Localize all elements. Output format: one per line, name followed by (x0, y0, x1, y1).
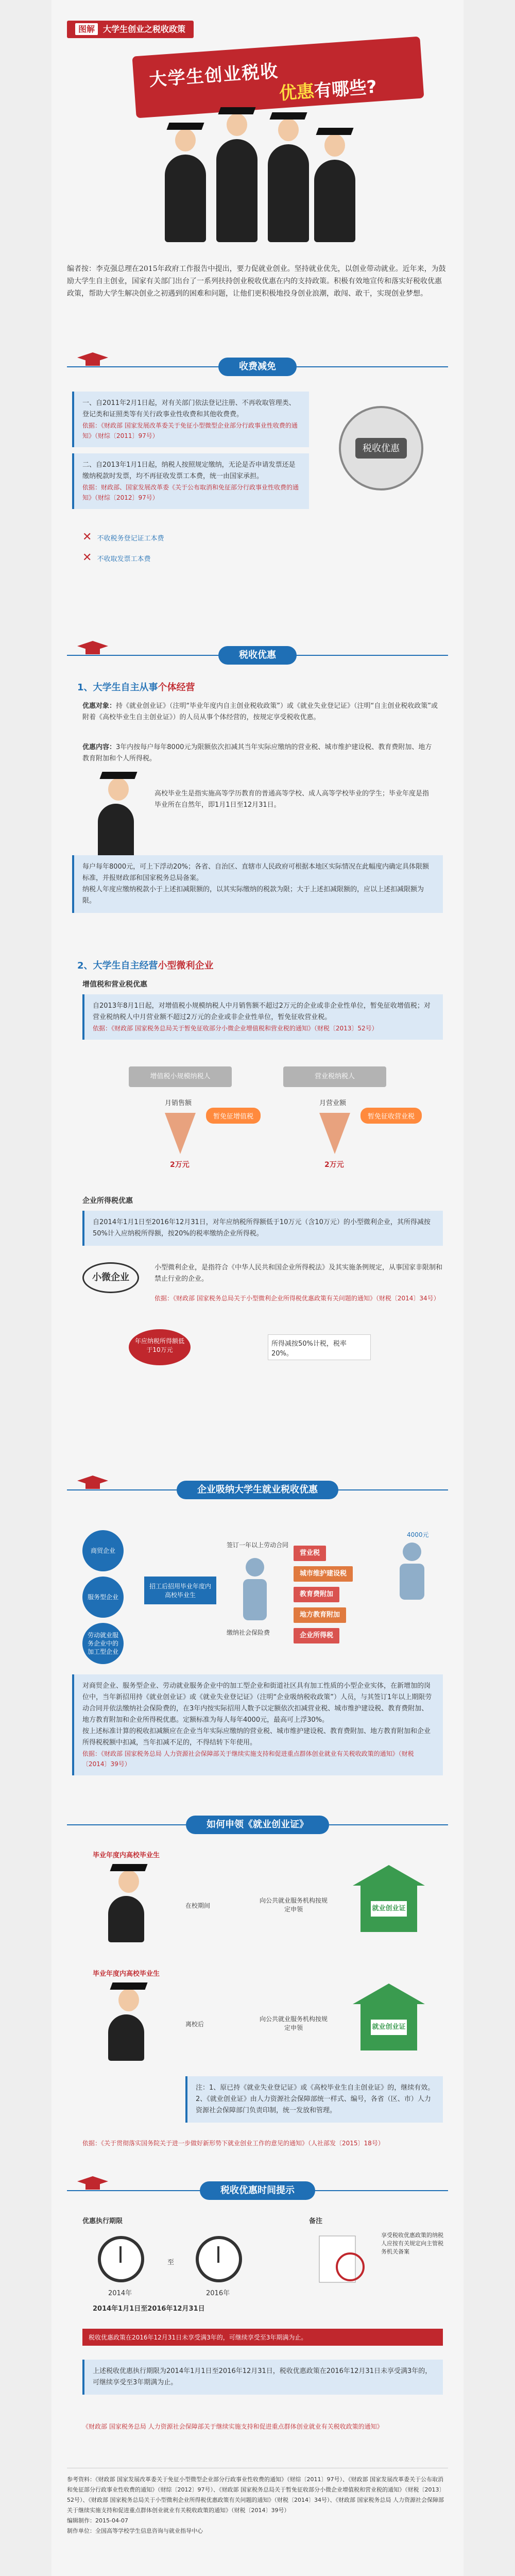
tax-content (82, 742, 438, 765)
section-title: 如何申领《就业创业证》 (186, 1816, 329, 1834)
fee-item-basis: 依据：《财政部 国家发展改革委关于免征小型微型企业部分行政事业性收费的通知》（财综〔2011〕97号） (82, 422, 298, 439)
fee-item-text: 一、自2011年2月1日起，对有关部门依法登记注册、不再收取管理类、登记类和证照类等有关行政事业性收费和其他收费费。 (82, 399, 296, 418)
graduate-figure (268, 144, 309, 242)
infographic-page (52, 0, 464, 2576)
subsection-title-1 (77, 680, 195, 693)
object-text: 持《就业创业证》（注明“毕业年度内自主创业税收政策”）或《就业失业登记证》（注明“自主创业税收政策”或附着《高校毕业生自主创业证》）的人员从事个体经营的，按规定享受税收优惠。 (82, 702, 438, 721)
cit-title: 企业所得税优惠 (82, 1197, 133, 1205)
cert-basis: 依据：《关于贯彻落实国务院关于进一步做好新形势下就业创业工作的意见的通知》（人社部发〔2015〕18号） (82, 2140, 384, 2147)
cert-house-icon (360, 1886, 417, 1932)
header-tag-text: 大学生创业之税收政策 (103, 24, 186, 34)
tax-tag: 城市维护建设税 (294, 1566, 353, 1582)
clock-icon (98, 2236, 144, 2282)
fee-x-text: 不收税务登记证工本费 (97, 535, 164, 543)
row2-desc: 向公共就业服务机构按规定申领 (259, 2015, 328, 2031)
title-highlight: 优惠 (278, 81, 315, 104)
col-a-exempt: 暂免征增值税 (206, 1108, 261, 1124)
footer-date: 编辑制作：2015-04-07 (67, 2517, 128, 2524)
down-arrow-icon (319, 1113, 350, 1154)
grad-cap-icon (77, 2176, 108, 2192)
subsection-title-highlight: 小型微利企业 (158, 960, 214, 971)
section-header-tax (67, 644, 448, 667)
subsection-title-text: 2、大学生自主经营 (77, 960, 158, 971)
section-title: 税收优惠 (218, 646, 297, 665)
tax-object (82, 701, 438, 723)
cap-rule-text: 纳税人年度应缴纳税款小于上述扣减限额的，以其实际缴纳的税款为限；大于上述扣减限额的，应以上述扣减限额为限。 (82, 886, 424, 905)
header-tag-label: 图解 (75, 23, 98, 35)
exec-label: 优惠执行期限 (82, 2217, 123, 2225)
tax-exempt-stamp-icon (324, 397, 438, 500)
tax-tag: 营业税 (294, 1546, 326, 1561)
warning-1: 税收优惠政策在2016年12月31日未享受满3年的，可继续享受至3年期满为止。 (82, 2329, 443, 2346)
cert-house-icon (360, 2004, 417, 2050)
down-arrow-icon (165, 1113, 196, 1154)
enterprise-circle: 商贸企业 (82, 1530, 124, 1571)
grad-cap-icon (77, 1476, 108, 1491)
subsection-title-text: 1、大学生自主从事 (77, 682, 158, 693)
section-title: 收费减免 (218, 358, 297, 376)
graduate-figure (165, 155, 206, 242)
clock-icon (196, 2236, 242, 2282)
cert-note-2: 2、《就业创业证》由人力资源社会保障部统一样式、编号，各省（区、市）人力资源社会保障部门负责印制，统一发放和管理。 (196, 2095, 431, 2114)
content-label: 优惠内容： (82, 743, 116, 751)
graduate-figure (314, 160, 355, 242)
cit-text: 自2014年1月1日至2016年12月31日，对年应纳税所得额低于10万元（含10万元）的小型微利企业，其所得减按50%计入应纳税所得额，按20%的税率缴纳企业所得税。 (93, 1218, 431, 1238)
enterprise-circle: 劳动就业服务企业中的加工型企业 (82, 1623, 124, 1664)
graduates-illustration (154, 118, 360, 242)
x-mark-icon: ✕ (82, 551, 92, 564)
fee-x-item-1 (82, 531, 164, 544)
opt-1: 签订一年以上劳动合同 (227, 1541, 289, 1549)
row1-title: 毕业年度内高校毕业生 (93, 1852, 160, 1859)
employ-text: 对商贸企业、服务型企业、劳动就业服务企业中的加工型企业和街道社区具有加工性质的小型企业实体，在新增加的岗位中，当年新招用持《就业创业证》或《就业失业登记证》（注明“企业吸纳税收政策”）人员，与其签订1年以上期限劳动合同并依法缴纳社会保险费的，在3年内按实际招用人数予以定额依次扣减营业税、城市维护建设税、教育费附加、地方教育附加和企业所得税优惠。定额标准为每人每年4000元，最高可上浮30%。 (82, 1682, 432, 1724)
x-mark-icon: ✕ (82, 531, 92, 544)
row2-title: 毕业年度内高校毕业生 (93, 1970, 160, 1978)
cert-house-label: 就业创业证 (371, 2020, 407, 2035)
section-title: 税收优惠时间提示 (200, 2181, 315, 2200)
fee-item-basis: 依据：财政部、国家发展改革委《关于公布取消和免征部分行政事业性收费的通知》（财综〔2012〕97号） (82, 484, 299, 501)
vat-text: 自2013年8月1日起，对增值税小规模纳税人中月销售额不超过2万元的企业或非企业性单位，暂免征收增值税；对营业税纳税人中月营业额不超过2万元的企业或非企业性单位，暂免征收营业税。 (93, 1002, 431, 1021)
calc-result: 所得减按50%计税，税率20%。 (268, 1334, 371, 1360)
col-b-cond: 月营业额 (319, 1099, 347, 1107)
clock-label: 2016年 (206, 2290, 230, 2297)
small-note: 小型微利企业，是指符合《中华人民共和国企业所得税法》及其实施条例规定，从事国家非限制和禁止行业的企业。 (154, 1264, 443, 1283)
col-a-amount: 2万元 (170, 1161, 190, 1169)
vat-title: 增值税和营业税优惠 (82, 980, 147, 989)
cit-card (82, 1211, 443, 1246)
vat-basis: 依据：《财政部 国家税务总局关于暂免征收部分小微企业增值税和营业税的通知》（财税〔2013〕52号） (93, 1025, 378, 1032)
col-b-exempt: 暂免征收营业税 (360, 1108, 422, 1124)
grad-cap-icon (77, 352, 108, 368)
footer-maker: 制作单位：全国高等学校学生信息咨询与就业指导中心 (67, 2528, 203, 2534)
col-a-cond: 月销售额 (165, 1099, 192, 1107)
tax-tag: 教育费附加 (294, 1587, 339, 1602)
note-label: 备注 (309, 2217, 323, 2225)
employ-text-2: 按上述标准计算的税收扣减额应在企业当年实际应缴纳的营业税、城市维护建设税、教育费附加、地方教育附加和企业所得税税额中扣减，当年扣减不足的，不得结转下年使用。 (82, 1727, 431, 1747)
graduate-figure (108, 1896, 144, 1942)
subsection-title-highlight: 个体经营 (158, 682, 195, 693)
title-line1: 大学生创业税收 (148, 60, 280, 91)
employ-basis: 依据：《财政部 国家税务总局 人力资源社会保障部关于继续实施支持和促进重点群体创业就业有关税收政策的通知》（财税〔2014〕39号） (82, 1750, 414, 1768)
footer (67, 2468, 448, 2536)
title-banner (132, 37, 424, 118)
fee-item-2 (72, 453, 309, 509)
col-a-label: 增值税小规模纳税人 (129, 1066, 232, 1087)
opt-2: 缴纳社会保险费 (227, 1629, 270, 1636)
header-tag (67, 21, 194, 38)
fee-item-text: 二、自2013年1月1日起，纳税人按照规定缴纳，无论是否申请发票还是缴纳税款时发票，均不再征收发票工本费，统一由国家承担。 (82, 461, 296, 480)
graduate-figure (98, 804, 134, 860)
row1-desc: 向公共就业服务机构按规定申领 (259, 1897, 328, 1913)
calc-label: 年应纳税所得额低于10万元 (129, 1329, 191, 1365)
warning-3: 《财政部 国家税务总局 人力资源社会保障部关于继续实施支持和促进重点群体创业就业有关税收政策的通知》 (82, 2423, 383, 2430)
person-icon (391, 1540, 433, 1602)
graduate-figure (216, 139, 258, 242)
person-icon (237, 1556, 273, 1623)
cert-note-1: 注：1、原已持《就业失业登记证》或《高校毕业生自主创业证》的，继续有效。 (196, 2084, 435, 2092)
cap-note (72, 855, 443, 913)
section-header-employ (67, 1479, 448, 1501)
vat-card (82, 994, 443, 1040)
clock-label: 2014年 (108, 2290, 132, 2297)
subsection-title-2 (77, 958, 214, 972)
clock-sep: 至 (167, 2259, 175, 2266)
note-text: 享受税收优惠政策的纳税人应按有关规定向主管税务机关备案 (381, 2232, 443, 2255)
warning-2: 上述税收优惠执行期限为2014年1月1日至2016年12月31日，税收优惠政策在2016年12月31日未享受满3年的，可继续享受至3年期满为止。 (82, 2360, 443, 2395)
grad-note: 高校毕业生是指实施高等学历教育的普通高等学校、成人高等学校毕业的学生；毕业年度是指毕业所在自然年，即1月1日至12月31日。 (154, 790, 430, 809)
title-tail: 有哪些? (313, 76, 377, 102)
section-header-time (67, 2179, 448, 2202)
section-header-fee (67, 355, 448, 378)
exec-period: 2014年1月1日至2016年12月31日 (93, 2305, 205, 2313)
graduate-figure (108, 2014, 144, 2061)
col-b-label: 营业税纳税人 (283, 1066, 386, 1087)
object-label: 优惠对象： (82, 702, 116, 710)
tax-tag: 企业所得税 (294, 1628, 339, 1643)
footer-refs: 参考资料：《财政部 国家发展改革委关于免征小型微型企业部分行政事业性收费的通知》（财综〔2011〕97号）、《财政部 国家发展改革委关于公布取消和免征部分行政事业性收费的通知》（财综〔2012〕97号）、《财政部 国家税务总局关于暂免征收部分小微企业增值税和营业税的通知》（财税〔2013〕52号）、《财政部 国家税务总局关于小型微利企业所得税优惠政策有关问题的通知》（财税〔2014〕34号）、《财政部 国家税务总局 人力资源社会保障部关于继续实施支持和促进重点群体创业就业有关税收政策的通知》（财税〔2014〕39号） (67, 2476, 445, 2514)
row2-path: 离校后 (185, 2021, 204, 2028)
title-line2 (278, 73, 377, 105)
center-box: 招工后招用毕业年度内高校毕业生 (144, 1577, 216, 1604)
col-b-amount: 2万元 (324, 1161, 344, 1169)
small-enterprise-logo: 小微企业 (82, 1262, 139, 1293)
editor-intro: 编者按：李克强总理在2015年政府工作报告中提出，要力促就业创业。坚持就业优先，以创业带动就业。近年来，为鼓励大学生自主创业，国家有关部门出台了一系列扶持创业税收优惠在内的支持政策。积极有效地宣传和落实好税收优惠政策，帮助大学生解决创业之初遇到的困难和问题，让他们更积极地投身创业浪潮，敢闯、敢干，实现创业梦想。 (67, 265, 446, 298)
cert-notes (185, 2076, 443, 2123)
document-stamp-icon (309, 2231, 371, 2287)
quota-label: 4000元 (407, 1531, 429, 1538)
svg-text:税收优惠: 税收优惠 (363, 443, 400, 454)
fee-x-item-2 (82, 551, 150, 564)
cap-note-text: 每户每年8000元，可上下浮动20%；各省、自治区、直辖市人民政府可根据本地区实际情况在此幅度内确定具体限额标准，并报财政部和国家税务总局备案。 (82, 863, 429, 882)
fee-x-text: 不收取发票工本费 (97, 555, 151, 563)
fee-item-1 (72, 392, 309, 447)
section-title: 企业吸纳大学生就业税收优惠 (177, 1481, 338, 1499)
tax-tag: 地方教育附加 (294, 1607, 346, 1623)
content-text: 3年内按每户每年8000元为限额依次扣减其当年实际应缴纳的营业税、城市维护建设税、教育费附加、地方教育附加和个人所得税。 (82, 743, 432, 762)
enterprise-circle: 服务型企业 (82, 1577, 124, 1618)
cit-basis: 依据：《财政部 国家税务总局关于小型微利企业所得税优惠政策有关问题的通知》（财税〔2014〕34号） (154, 1295, 440, 1302)
employ-card (72, 1674, 443, 1775)
row1-path: 在校期间 (185, 1902, 211, 1909)
grad-cap-icon (77, 641, 108, 656)
section-header-cert (67, 1814, 448, 1836)
cert-house-label: 就业创业证 (371, 1901, 407, 1917)
